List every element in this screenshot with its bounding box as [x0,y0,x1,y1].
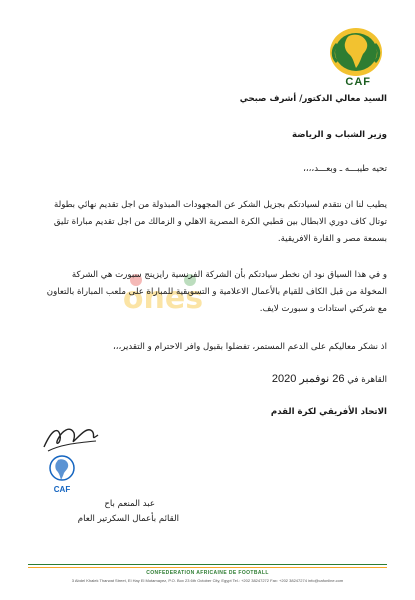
signer-title: القائم بأعمال السكرتير العام [77,514,179,524]
footer-title: CONFEDERATION AFRICAINE DE FOOTBALL [146,570,269,576]
addressee-title: وزير الشباب و الرياضة [292,130,387,140]
caf-logo-icon [325,22,387,80]
watermark-text: ones [122,281,204,316]
sender-organization: الاتحاد الأفريقي لكرة القدم [270,407,387,417]
caf-stamp-icon [42,452,82,496]
footer-address: 3 Abdel Khalek Tharwat Street, El Hay El Motamayez, P.O. Box 23 6th October City, Egypt Tel.: +202 38247272 Fax: +202 38247274 info@cafonline.com [71,578,344,583]
paragraph-1-line-3: بسمعة مصر و القارة الافريقية. [277,234,387,244]
date-value: 26 نوفمبر 2020 [271,373,345,385]
date-prefix: القاهرة في [347,375,387,385]
footer-divider [28,564,387,565]
paragraph-2-line-2: المخولة من قبل الكاف للقيام بالأعمال الاعلامية و التسويقية للمباراة على ملعب المباراة بالتعاون [46,287,387,297]
stamp-text: CAF [53,485,71,494]
paragraph-1-line-2: توتال كاف دوري الابطال بين قطبي الكرة المصرية الاهلي و الزمالك من اجل تقديم مباراة تليق [53,217,387,227]
paragraph-3: اذ نشكر معاليكم على الدعم المستمر، تفضلوا بقبول وافر الاحترام و التقدير،،، [112,342,387,352]
caf-logo-text: CAF [345,76,371,88]
signature-icon [40,421,102,455]
letter-date [272,372,387,388]
paragraph-1-line-1: يطيب لنا ان نتقدم لسيادتكم بجزيل الشكر عن المجهودات المبذولة من اجل تقديم نهائي بطولة [53,200,387,210]
paragraph-2-line-1: و في هذا السياق نود ان نخطر سيادتكم بأن الشركة الفرنسية رايزينج سبورت هي الشركة [71,270,387,280]
greeting: تحيه طيبـــه ـ وبعـــد،،،، [303,164,387,174]
footer-divider-accent [28,567,387,568]
signer-name: عبد المنعم باح [104,499,155,509]
addressee: السيد معالي الدكتور/ أشرف صبحي [239,94,387,104]
paragraph-2-line-3: مع شركتي استادات و سبورت لايف. [259,304,387,314]
